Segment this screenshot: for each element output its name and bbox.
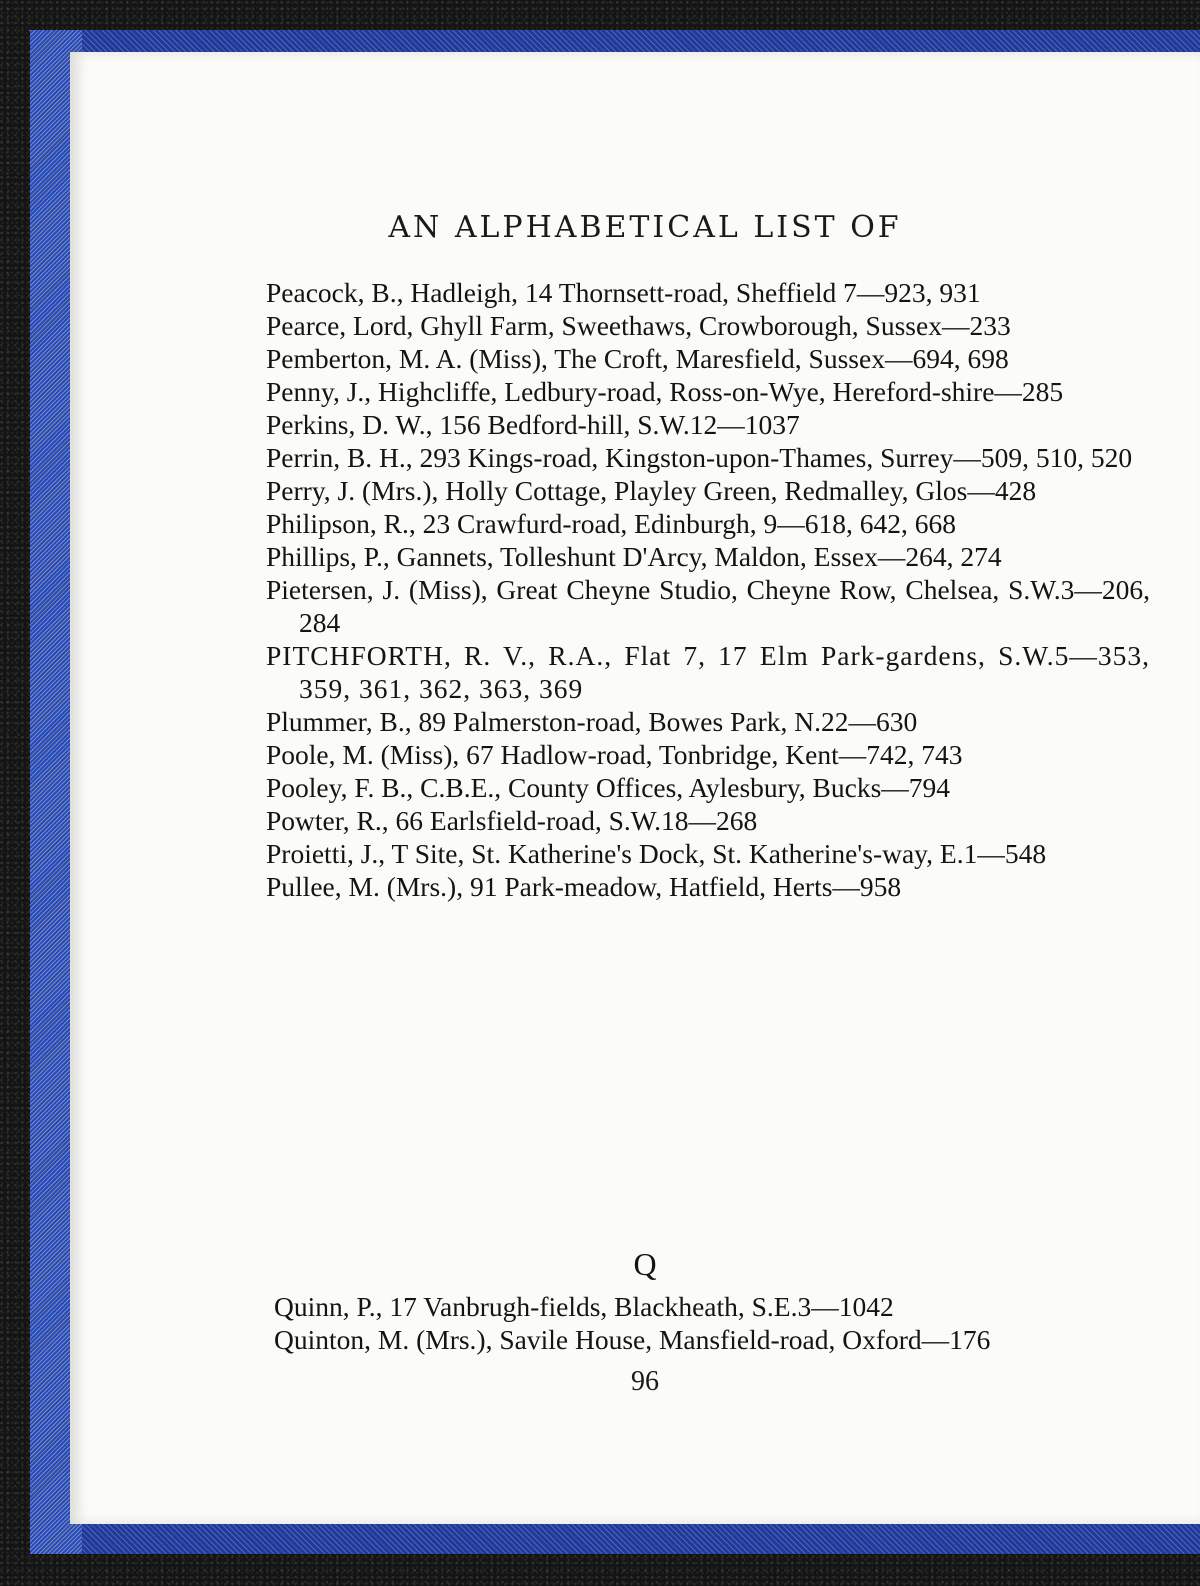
section-letter-heading: Q xyxy=(633,1246,657,1282)
entry-list-q xyxy=(274,1290,1154,1356)
list-entry: Pemberton, M. A. (Miss), The Croft, Maresfield, Sussex—694, 698 xyxy=(266,343,1009,374)
page-number: 96 xyxy=(631,1366,659,1397)
list-entry: Philipson, R., 23 Crawfurd-road, Edinburgh, 9—618, 642, 668 xyxy=(266,508,957,539)
list-entry: Perry, J. (Mrs.), Holly Cottage, Playley Green, Redmalley, Glos—428 xyxy=(266,475,1037,506)
list-entry: Pearce, Lord, Ghyll Farm, Sweethaws, Crowborough, Sussex—233 xyxy=(266,310,1011,341)
running-head: AN ALPHABETICAL LIST OF xyxy=(388,210,902,245)
list-entry: PITCHFORTH, R. V., R.A., Flat 7, 17 Elm Park-gardens, S.W.5—353, 359, 361, 362, 363, 369 xyxy=(266,640,1150,704)
list-entry: Phillips, P., Gannets, Tolleshunt D'Arcy, Maldon, Essex—264, 274 xyxy=(266,541,1002,572)
list-entry: Quinn, P., 17 Vanbrugh-fields, Blackheath, S.E.3—1042 xyxy=(274,1291,894,1322)
list-entry: Powter, R., 66 Earlsfield-road, S.W.18—268 xyxy=(266,805,758,836)
list-entry: Perrin, B. H., 293 Kings-road, Kingston-upon-Thames, Surrey—509, 510, 520 xyxy=(266,442,1133,473)
list-entry: Quinton, M. (Mrs.), Savile House, Mansfield-road, Oxford—176 xyxy=(274,1324,991,1355)
list-entry: Penny, J., Highcliffe, Ledbury-road, Ross-on-Wye, Hereford-shire—285 xyxy=(266,376,1064,407)
list-entry: Poole, M. (Miss), 67 Hadlow-road, Tonbridge, Kent—742, 743 xyxy=(266,739,963,770)
list-entry: Plummer, B., 89 Palmerston-road, Bowes Park, N.22—630 xyxy=(266,706,918,737)
list-entry: Peacock, B., Hadleigh, 14 Thornsett-road, Sheffield 7—923, 931 xyxy=(266,277,981,308)
entry-list-p xyxy=(266,276,1150,903)
list-entry: Pietersen, J. (Miss), Great Cheyne Studio, Cheyne Row, Chelsea, S.W.3—206, 284 xyxy=(266,574,1150,638)
list-entry: Pullee, M. (Mrs.), 91 Park-meadow, Hatfield, Herts—958 xyxy=(266,871,902,902)
book-page xyxy=(70,52,1200,1524)
list-entry: Proietti, J., T Site, St. Katherine's Dock, St. Katherine's-way, E.1—548 xyxy=(266,838,1047,869)
list-entry: Perkins, D. W., 156 Bedford-hill, S.W.12—1037 xyxy=(266,409,800,440)
list-entry: Pooley, F. B., C.B.E., County Offices, Aylesbury, Bucks—794 xyxy=(266,772,951,803)
